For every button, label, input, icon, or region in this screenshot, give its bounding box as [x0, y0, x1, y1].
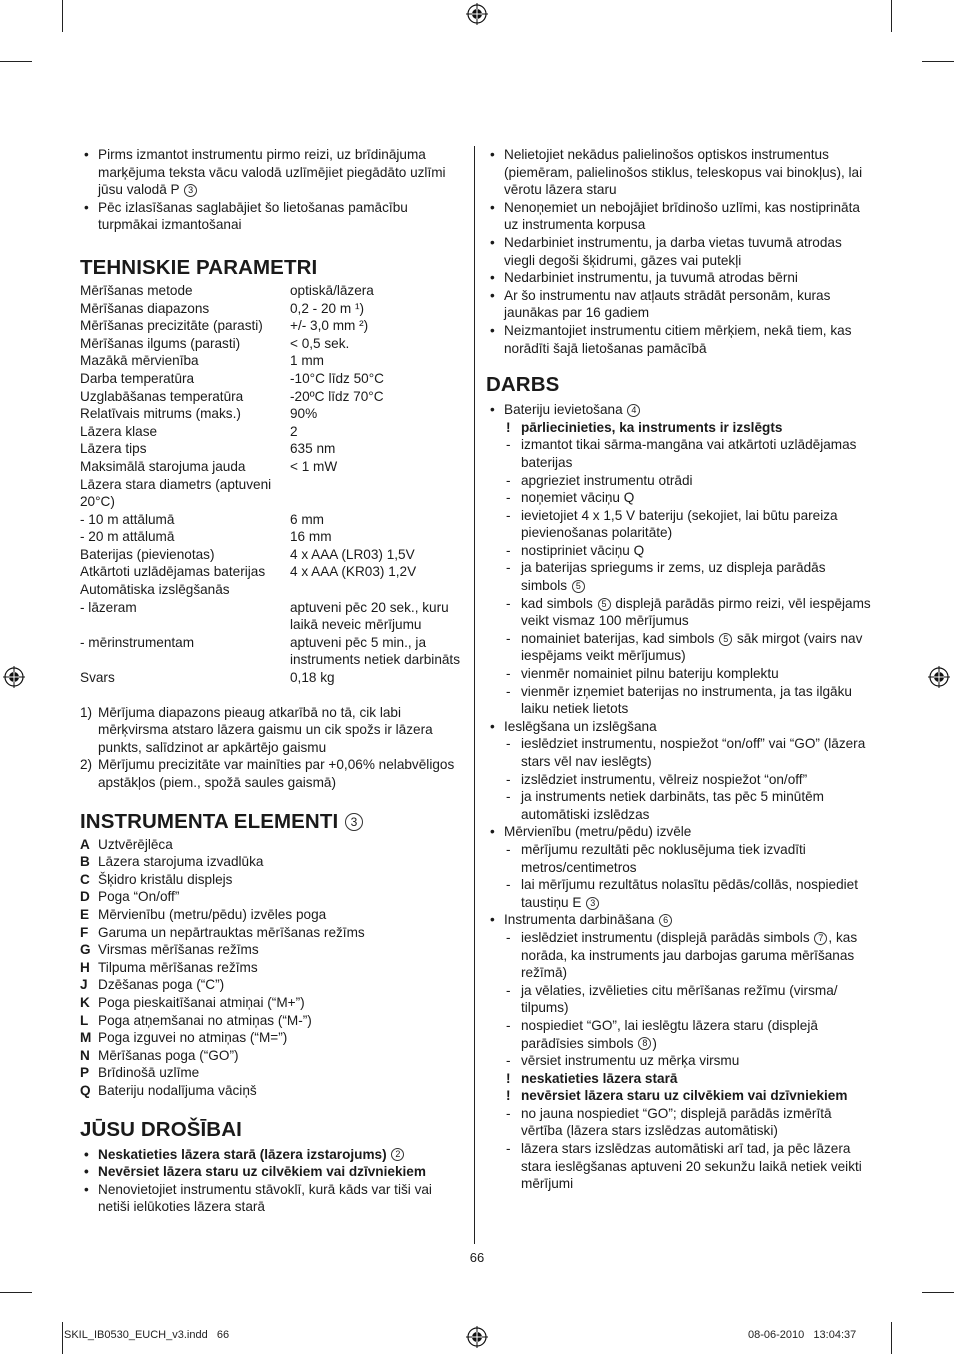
step-marker: - — [506, 841, 511, 857]
safety-item: • Nenoņemiet un nebojājiet brīdinošo uzlīmi, kas nostiprināta uz instrumenta korpusa — [486, 199, 872, 234]
part-letter: J — [80, 977, 88, 993]
spec-label: Lāzera stara diametrs (aptuveni 20°C) — [80, 476, 272, 510]
operation-step — [504, 1087, 872, 1105]
crop-mark — [62, 1322, 63, 1354]
part-item — [80, 1047, 462, 1065]
spec-row — [80, 317, 462, 335]
step-text: vienmēr izņemiet baterijas no instrumenta, ja tas ilgāku laiku netiek lietots — [521, 683, 852, 717]
part-label: Garuma un nepārtrauktas mērīšanas režīms — [98, 924, 365, 940]
footnote-number: 2) — [80, 757, 93, 773]
safety-item — [80, 1163, 462, 1181]
step-text: kad simbols — [521, 595, 593, 611]
operation-steps — [504, 735, 872, 823]
spec-label: Mērīšanas ilgums (parasti) — [80, 335, 241, 351]
spec-label: - 10 m attālumā — [80, 511, 175, 527]
crop-mark — [0, 61, 32, 62]
part-letter: H — [80, 959, 90, 975]
part-item — [80, 1082, 462, 1100]
section-title-safety: JŪSU DROŠĪBAI — [80, 1117, 242, 1141]
operation-step — [504, 735, 872, 770]
operation-list — [486, 401, 872, 1193]
part-label: Poga pieskaitīšanai atmiņai (“M+”) — [98, 994, 305, 1010]
ref-number: 3 — [345, 813, 363, 831]
part-item — [80, 853, 462, 871]
step-text: nospiediet “GO”, lai ieslēgtu lāzera staru (displejā parādīsies simbols — [521, 1017, 818, 1051]
step-marker: - — [506, 1105, 511, 1121]
operation-step — [504, 1105, 872, 1140]
part-letter: E — [80, 906, 90, 922]
step-text: mērījumu rezultāti pēc noklusējuma tiek izvadīti metros/centimetros — [521, 841, 806, 875]
spec-label: Atkārtoti uzlādējamas baterijas — [80, 564, 266, 580]
step-marker: - — [506, 982, 511, 998]
spec-value: -20ºC līdz 70°C — [290, 388, 384, 404]
safety-item — [80, 1181, 462, 1216]
ref-number: 8 — [638, 1037, 651, 1050]
safety-item: • Nedarbiniet instrumentu, ja darba vietas tuvumā atrodas viegli degoši šķidrumi, gāzes vai putekļi — [486, 234, 872, 269]
part-label: Poga izguvei no atmiņas (“M=”) — [98, 1030, 288, 1046]
registration-mark-icon — [466, 1326, 488, 1348]
step-text: ievietojiet 4 x 1,5 V bateriju (sekojiet, lai būtu pareiza pievienošanas polaritāte) — [521, 507, 838, 541]
ref-number: 3 — [586, 897, 599, 910]
footnote — [80, 704, 462, 757]
spec-label: Mērīšanas metode — [80, 282, 193, 298]
operation-step — [504, 771, 872, 789]
footnote-text: Mērījuma diapazons pieaug atkarībā no tā, cik labi mērķvirsma atstaro lāzera gaismu un cik spožs ir lāzera punkts, salīdzinot ar apkārtējo gaismu — [98, 704, 433, 755]
spec-label: Maksimālā starojuma jauda — [80, 458, 246, 474]
operation-step — [504, 1140, 872, 1193]
safety-text: Nenovietojiet instrumentu stāvoklī, kurā kāds var tiši vai netiši ielūkoties lāzera starā — [98, 1181, 432, 1215]
section-title-elements: INSTRUMENTA ELEMENTI 3 — [80, 810, 462, 834]
part-letter: C — [80, 871, 90, 887]
spec-value: 90% — [290, 406, 318, 422]
footnotes — [80, 704, 462, 792]
spec-value: 4 x AAA (KR03) 1,2V — [290, 564, 417, 580]
safety-item: • Nedarbiniet instrumentu, ja tuvumā atrodas bērni — [486, 269, 872, 287]
part-letter: D — [80, 889, 90, 905]
step-marker: - — [506, 771, 511, 787]
operation-step — [504, 788, 872, 823]
part-item — [80, 906, 462, 924]
step-marker: - — [506, 630, 511, 646]
spec-label: Lāzera tips — [80, 441, 147, 457]
step-marker: - — [506, 1017, 511, 1033]
part-item — [80, 976, 462, 994]
ref-number: 5 — [719, 633, 732, 646]
registration-mark-icon — [466, 3, 488, 25]
crop-mark — [891, 1322, 892, 1354]
step-text-after: ) — [652, 1035, 657, 1051]
operation-step — [504, 595, 872, 630]
operation-title-text: Bateriju ievietošana — [504, 402, 623, 418]
spec-value: optiskā/lāzera — [290, 282, 374, 298]
safety-text: Nevērsiet lāzera staru uz cilvēkiem vai dzīvniekiem — [98, 1164, 426, 1180]
operation-step — [504, 559, 872, 594]
operation-step — [504, 436, 872, 471]
footnote-text: Mērījumu precizitāte var mainīties par +0,06% nelabvēligos apstākļos (piem., spožā saules gaismā) — [98, 757, 455, 790]
spec-row — [80, 458, 462, 476]
spec-value: +/- 3,0 mm ²) — [290, 318, 369, 334]
step-text: lāzera stars izslēdzas automātiski arī tad, ja pēc lāzera stara ieslēgšanas aptuveni 20 sekunžu laikā netiek veikti mērījumi — [521, 1141, 862, 1192]
step-text: nomainiet baterijas, kad simbols — [521, 630, 715, 646]
step-text: pārliecinieties, ka instruments ir izslēgts — [521, 419, 783, 435]
part-letter: M — [80, 1030, 92, 1046]
operation-step — [504, 489, 872, 507]
operation-step — [504, 542, 872, 560]
part-label: Mērīšanas poga (“GO”) — [98, 1047, 239, 1063]
step-text-after: sāk mirgot (vairs nav iespējams veikt mērījumus) — [521, 630, 863, 664]
spec-value: -10°C līdz 50°C — [290, 370, 384, 386]
operation-step — [504, 1070, 872, 1088]
spec-row — [80, 282, 462, 300]
section-title-tech: TEHNISKIE PARAMETRI — [80, 255, 318, 279]
part-item — [80, 924, 462, 942]
operation-step — [504, 419, 872, 437]
operation-step — [504, 665, 872, 683]
operation-steps — [504, 929, 872, 1193]
part-letter: Q — [80, 1082, 91, 1098]
spec-value: 0,18 kg — [290, 670, 335, 686]
spec-row — [80, 563, 462, 581]
safety-list-continued — [486, 146, 872, 357]
spec-row — [80, 370, 462, 388]
step-text-after: displejā parādās pirmo reizi, vēl iespējams veikt vismaz 100 mērījumus — [521, 595, 871, 629]
right-column — [486, 146, 872, 1193]
spec-row — [80, 476, 462, 511]
part-letter: A — [80, 836, 90, 852]
step-marker: ! — [506, 1088, 511, 1104]
step-text: ja instruments netiek darbināts, tas pēc 5 minūtēm automātiski izslēdzas — [521, 789, 824, 822]
step-marker: - — [506, 595, 511, 611]
ref-number: 7 — [814, 932, 827, 945]
part-label: Šķidro kristālu displejs — [98, 871, 233, 887]
spec-row — [80, 546, 462, 564]
ref-number: 5 — [598, 598, 611, 611]
footnote-number: 1) — [80, 704, 93, 720]
left-column — [80, 146, 462, 1216]
operation-step — [504, 630, 872, 665]
step-text: izslēdziet instrumentu, vēlreiz nospiežot “on/off” — [521, 771, 808, 787]
footer-date: 08-06-2010 13:04:37 — [748, 1329, 857, 1341]
step-marker: - — [506, 666, 511, 682]
operation-step — [504, 683, 872, 718]
operation-title — [504, 911, 872, 929]
part-letter: G — [80, 942, 91, 958]
step-text: ja vēlaties, izvēlieties citu mērīšanas režīmu (virsma/ tilpums) — [521, 982, 838, 1016]
step-marker: - — [506, 472, 511, 488]
part-label: Lāzera starojuma izvadlūka — [98, 854, 264, 870]
spec-row — [80, 669, 462, 687]
step-text: neskatieties lāzera starā — [521, 1070, 678, 1086]
step-text: izmantot tikai sārma-mangāna vai atkārtoti uzlādējamas baterijas — [521, 437, 857, 470]
operation-section — [486, 401, 872, 718]
step-text: lai mērījumu rezultātus nolasītu pēdās/collās, nospiediet taustiņu E — [521, 877, 859, 910]
intro-list — [80, 146, 462, 234]
list-item: • Pēc izlasīšanas saglabājiet šo lietošanas pamācību turpmākai izmantošanai — [80, 199, 462, 234]
spec-label: - 20 m attālumā — [80, 529, 175, 545]
ref-number: 4 — [627, 404, 640, 417]
operation-title-text: Mērvienību (metru/pēdu) izvēle — [504, 824, 692, 840]
part-item — [80, 994, 462, 1012]
spec-label: Uzglabāšanas temperatūra — [80, 388, 244, 404]
step-text: noņemiet vāciņu Q — [521, 490, 635, 506]
ref-number: 3 — [184, 184, 197, 197]
spec-value: 16 mm — [290, 529, 332, 545]
part-label: Mērvienību (metru/pēdu) izvēles poga — [98, 906, 327, 922]
operation-title — [504, 718, 872, 736]
part-label: Virsmas mērīšanas režīms — [98, 942, 259, 958]
spec-label: - mērinstrumentam — [80, 634, 195, 650]
step-marker: - — [506, 507, 511, 523]
spec-value: 1 mm — [290, 353, 324, 369]
operation-section — [486, 718, 872, 824]
spec-label: Darba temperatūra — [80, 370, 195, 386]
safety-item: • Nelietojiet nekādus palielinošos optiskos instrumentus (piemēram, palielinošos stiklus, teleskopus vai binokļus), lai vērotu lāzera staru — [486, 146, 872, 199]
part-label: Tilpuma mērīšanas režīms — [98, 959, 258, 975]
spec-table — [80, 282, 462, 687]
spec-label: Svars — [80, 670, 115, 686]
crop-mark — [891, 0, 892, 32]
spec-row — [80, 599, 462, 634]
part-letter: F — [80, 924, 89, 940]
operation-step — [504, 876, 872, 911]
crop-mark — [922, 1292, 954, 1293]
part-label: Brīdinošā uzlīme — [98, 1065, 200, 1081]
registration-mark-icon — [3, 666, 25, 688]
spec-value — [290, 581, 462, 599]
crop-mark — [922, 61, 954, 62]
spec-row — [80, 405, 462, 423]
spec-row — [80, 581, 462, 599]
crop-mark — [0, 1292, 32, 1293]
spec-label: Lāzera klase — [80, 423, 158, 439]
step-marker: ! — [506, 1070, 511, 1086]
step-marker: - — [506, 877, 511, 893]
step-marker: - — [506, 437, 511, 453]
part-label: Uztvērējlēca — [98, 836, 173, 852]
spec-value: aptuveni pēc 20 sek., kuru laikā neveic mērījumu — [290, 599, 449, 633]
step-marker: - — [506, 560, 511, 576]
part-letter: N — [80, 1047, 90, 1063]
part-label: Bateriju nodalījuma vāciņš — [98, 1082, 257, 1098]
part-label: Poga atņemšanai no atmiņas (“M-”) — [98, 1012, 312, 1028]
operation-title — [504, 401, 872, 419]
spec-row — [80, 300, 462, 318]
step-text: nevērsiet lāzera staru uz cilvēkiem vai dzīvniekiem — [521, 1088, 848, 1104]
part-letter: L — [80, 1012, 89, 1028]
spec-value: 6 mm — [290, 511, 324, 527]
operation-step — [504, 929, 872, 982]
step-text: vērsiet instrumentu uz mērķa virsmu — [521, 1053, 740, 1069]
operation-step — [504, 1017, 872, 1052]
spec-label: Baterijas (pievienotas) — [80, 546, 215, 562]
parts-list — [80, 836, 462, 1100]
operation-step — [504, 841, 872, 876]
part-letter: P — [80, 1065, 90, 1081]
operation-title-text: Ieslēgšana un izslēgšana — [504, 718, 657, 734]
spec-row — [80, 511, 462, 529]
step-marker: - — [506, 1141, 511, 1157]
spec-row — [80, 440, 462, 458]
spec-row — [80, 634, 462, 669]
step-marker: ! — [506, 419, 511, 435]
spec-row — [80, 423, 462, 441]
spec-label: Mērīšanas diapazons — [80, 300, 210, 316]
part-label: Dzēšanas poga (“C”) — [98, 977, 225, 993]
spec-value: 0,2 - 20 m ¹) — [290, 300, 365, 316]
step-text: ieslēdziet instrumentu (displejā parādās simbols — [521, 929, 810, 945]
part-item — [80, 871, 462, 889]
ref-number: 5 — [572, 580, 585, 593]
step-text: ieslēdziet instrumentu, nospiežot “on/off” vai “GO” (lāzera stars vēl nav ieslēgts) — [521, 736, 866, 769]
step-text: no jauna nospiediet “GO”; displejā parādās izmērītā vērtība (lāzera stars izslēdzas automātiski) — [521, 1105, 832, 1139]
spec-label: Relatīvais mitrums (maks.) — [80, 406, 241, 422]
step-text: apgrieziet instrumentu otrādi — [521, 472, 693, 488]
safety-text: Neskatieties lāzera starā (lāzera izstarojums) — [98, 1146, 387, 1162]
safety-list — [80, 1146, 462, 1216]
step-text-after: , kas norāda, ka instruments jau darbojas garuma mērīšanas režīmā) — [521, 929, 858, 981]
part-item — [80, 836, 462, 854]
spec-value: < 1 mW — [290, 458, 338, 474]
step-marker: - — [506, 542, 511, 558]
footnote — [80, 756, 462, 791]
operation-title-text: Instrumenta darbināšana — [504, 912, 655, 928]
list-item: • Pirms izmantot instrumentu pirmo reizi, uz brīdinājuma marķējuma teksta vācu valodā uzlīmējiet piegādāto uzlīmi jūsu valodā P 3 — [80, 146, 462, 199]
operation-steps — [504, 419, 872, 718]
operation-steps — [504, 841, 872, 911]
safety-item: • Neizmantojiet instrumentu citiem mērķiem, nekā tiem, kas norādīti šajā lietošanas pamācībā — [486, 322, 872, 357]
operation-title — [504, 823, 872, 841]
step-marker: - — [506, 683, 511, 699]
spec-value — [290, 476, 462, 511]
step-marker: - — [506, 789, 511, 805]
spec-value: 4 x AAA (LR03) 1,5V — [290, 546, 415, 562]
step-text: vienmēr nomainiet pilnu bateriju komplektu — [521, 666, 779, 682]
ref-number: 2 — [391, 1148, 404, 1161]
step-marker: - — [506, 929, 511, 945]
step-marker: - — [506, 1053, 511, 1069]
operation-step — [504, 1052, 872, 1070]
spec-label: - lāzeram — [80, 599, 137, 615]
part-item — [80, 941, 462, 959]
operation-step — [504, 982, 872, 1017]
column-divider — [474, 146, 475, 1244]
part-item — [80, 1012, 462, 1030]
part-letter: B — [80, 854, 90, 870]
spec-label: Mazākā mērvienība — [80, 353, 199, 369]
operation-section — [486, 823, 872, 911]
section-title-darbs: DARBS — [486, 373, 560, 397]
spec-row — [80, 352, 462, 370]
step-marker: - — [506, 736, 511, 752]
footer-file: SKIL_IB0530_EUCH_v3.indd 66 — [64, 1329, 230, 1341]
step-text: nostipriniet vāciņu Q — [521, 542, 645, 558]
spec-row — [80, 335, 462, 353]
spec-label: Automātiska izslēgšanās — [80, 582, 230, 598]
spec-row — [80, 388, 462, 406]
spec-value: 635 nm — [290, 441, 336, 457]
safety-item: • Ar šo instrumentu nav atļauts strādāt personām, kuras jaunākas par 16 gadiem — [486, 287, 872, 322]
crop-mark — [62, 0, 63, 32]
ref-number: 6 — [659, 914, 672, 927]
step-marker: - — [506, 490, 511, 506]
page-number: 66 — [469, 1250, 485, 1265]
operation-step — [504, 507, 872, 542]
part-item — [80, 1029, 462, 1047]
part-label: Poga “On/off” — [98, 889, 180, 905]
step-text: ja baterijas spriegums ir zems, uz displeja parādās simbols — [521, 560, 826, 594]
spec-value: 2 — [290, 423, 298, 439]
registration-mark-icon — [928, 666, 950, 688]
part-item — [80, 1064, 462, 1082]
part-item — [80, 959, 462, 977]
spec-value: aptuveni pēc 5 min., ja instruments netiek darbināts — [290, 634, 461, 668]
part-letter: K — [80, 994, 90, 1010]
part-item — [80, 888, 462, 906]
operation-section — [486, 911, 872, 1193]
spec-label: Mērīšanas precizitāte (parasti) — [80, 318, 263, 334]
spec-value: < 0,5 sek. — [290, 335, 350, 351]
operation-step — [504, 472, 872, 490]
safety-item — [80, 1146, 462, 1164]
spec-row — [80, 528, 462, 546]
